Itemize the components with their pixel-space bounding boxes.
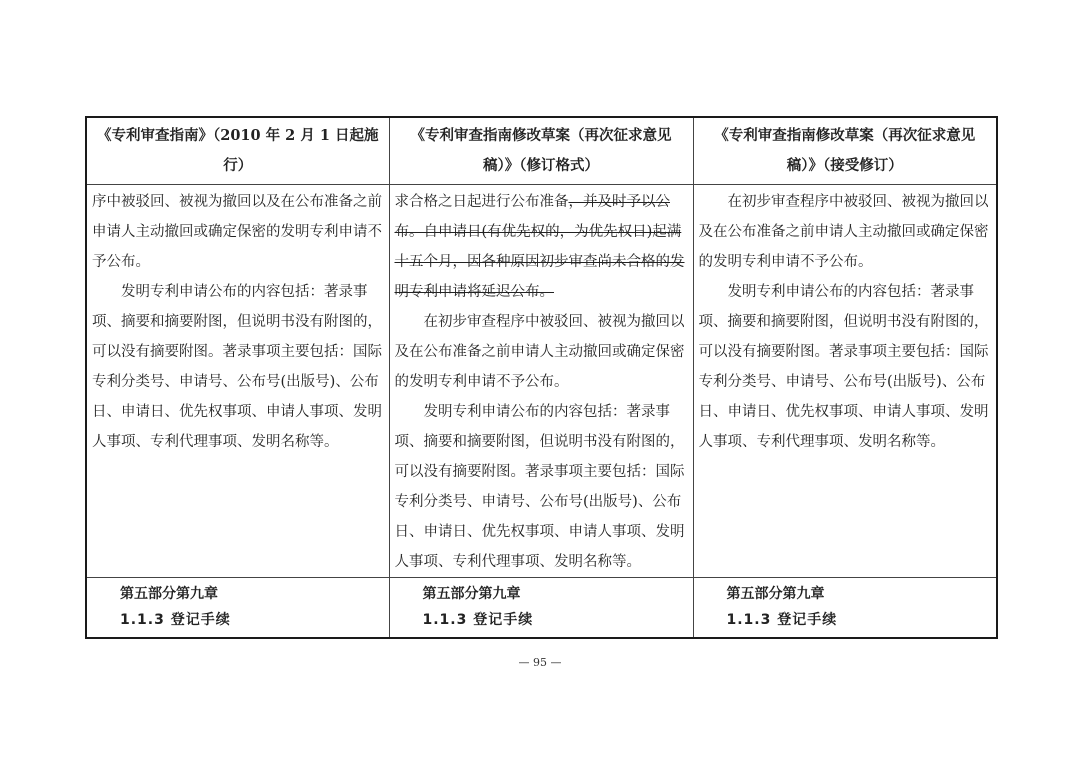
header-col-2-line2: 稿）》（修订格式） (483, 157, 599, 174)
col-2-retained-text: 求合格之日起进行公布准备 (394, 194, 569, 210)
body-col-1 (86, 185, 389, 578)
col-3-part-heading: 第五部分第九章 (726, 586, 825, 602)
body-col-2 (389, 185, 693, 578)
footer-row (86, 578, 997, 639)
col-2-section-heading: 1.1.3 登记手续 (422, 612, 534, 628)
header-col-3-line1: 《专利审查指南修改草案（再次征求意见 (714, 127, 976, 144)
header-col-1-line1: 《专利审查指南》（2010 年 2 月 1 日起施行） (96, 127, 379, 174)
col-2-para-3: 发明专利申请公布的内容包括：著录事项、摘要和摘要附图，但说明书没有附图的，可以没有摘要附图。著录事项主要包括：国际专利分类号、申请号、公布号(出版号)、公布日、申请日、优先权事项、申请人事项、发明人事项、专利代理事项、发明名称等。 (394, 404, 685, 570)
body-col-3 (693, 185, 997, 578)
col-2-para-1 (395, 187, 690, 307)
header-col-3 (693, 117, 997, 185)
col-2-deleted-text: ，并及时予以公布。自申请日(有优先权的，为优先权日)起满十五个月，因各种原因初步审查尚未合格的发明专利申请将延迟公布。 (394, 194, 685, 300)
header-col-2 (389, 117, 693, 185)
col-2-para-2: 在初步审查程序中被驳回、被视为撤回以及在公布准备之前申请人主动撤回或确定保密的发明专利申请不予公布。 (394, 314, 685, 390)
footer-col-3 (693, 578, 997, 639)
col-3-para-2: 发明专利申请公布的内容包括：著录事项、摘要和摘要附图，但说明书没有附图的，可以没有摘要附图。著录事项主要包括：国际专利分类号、申请号、公布号(出版号)、公布日、申请日、优先权事项、申请人事项、发明人事项、专利代理事项、发明名称等。 (698, 284, 989, 450)
col-1-para-2: 发明专利申请公布的内容包括：著录事项、摘要和摘要附图，但说明书没有附图的，可以没有摘要附图。著录事项主要包括：国际专利分类号、申请号、公布号(出版号)、公布日、申请日、优先权事项、申请人事项、发明人事项、专利代理事项、发明名称等。 (92, 284, 382, 450)
comparison-table (85, 116, 998, 639)
col-1-para-1: 序中被驳回、被视为撤回以及在公布准备之前申请人主动撤回或确定保密的发明专利申请不予公布。 (92, 194, 382, 270)
body-row (86, 185, 997, 578)
footer-col-2 (389, 578, 693, 639)
col-3-section-heading: 1.1.3 登记手续 (726, 612, 838, 628)
col-2-part-heading: 第五部分第九章 (422, 586, 521, 602)
page-number: — 95 — (518, 656, 562, 669)
header-col-1 (86, 117, 389, 185)
col-1-part-heading: 第五部分第九章 (120, 586, 218, 602)
header-col-3-line2: 稿）》（接受修订） (786, 157, 903, 174)
col-1-section-heading: 1.1.3 登记手续 (120, 612, 231, 628)
col-3-para-1: 在初步审查程序中被驳回、被视为撤回以及在公布准备之前申请人主动撤回或确定保密的发明专利申请不予公布。 (698, 194, 989, 270)
header-col-2-line1: 《专利审查指南修改草案（再次征求意见 (410, 127, 672, 144)
header-row (86, 117, 997, 185)
footer-col-1 (86, 578, 389, 639)
